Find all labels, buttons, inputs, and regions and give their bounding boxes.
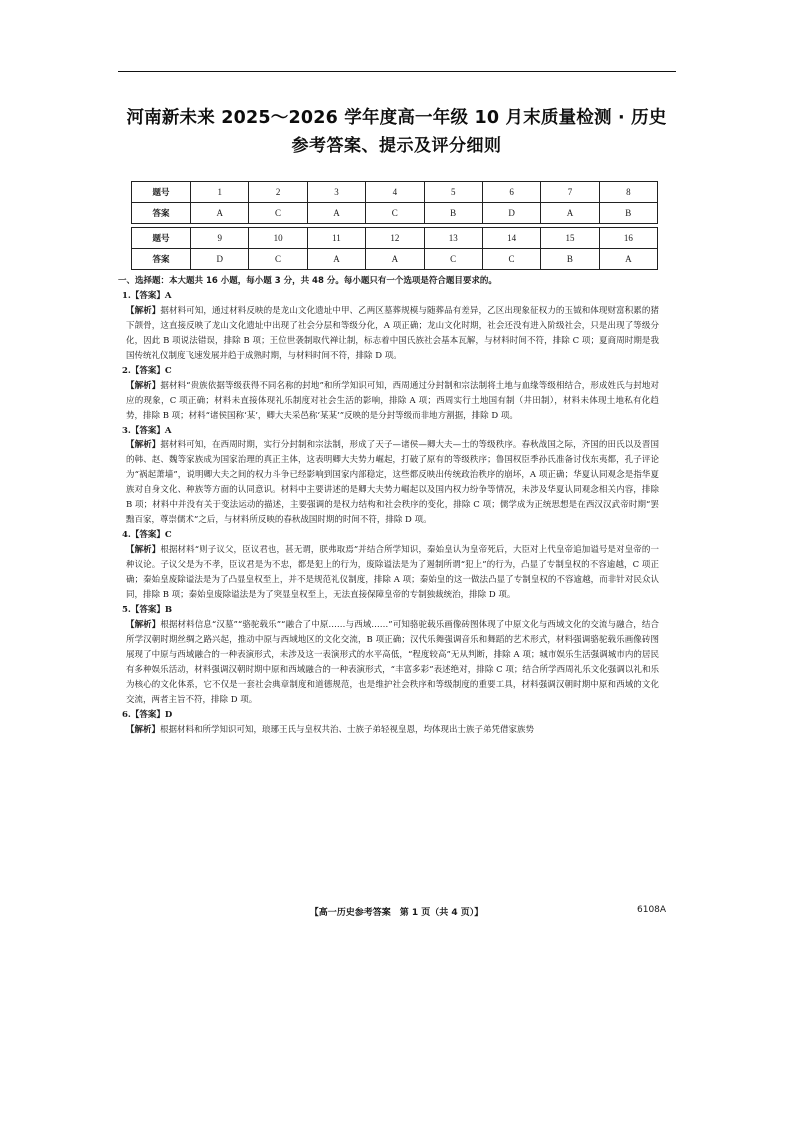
table-row <box>132 182 658 203</box>
question-analysis <box>118 438 659 528</box>
page-title: 河南新未来 2025～2026 学年度高一年级 10 月末质量检测 · 历史 <box>126 108 667 128</box>
table-cell: A <box>599 249 657 270</box>
row-label: 题号 <box>132 182 191 203</box>
answer-explanations <box>118 274 659 738</box>
question-answer <box>122 708 659 723</box>
page-footer: 【高一历史参考答案 第 1 页（共 4 页）】 <box>309 908 484 918</box>
table-cell: A <box>366 249 424 270</box>
analysis-tag: 【解析】 <box>126 440 161 451</box>
table-cell: B <box>424 203 482 224</box>
answer-tag: 【答案】 <box>130 425 165 436</box>
table-cell: 8 <box>599 182 657 203</box>
table-cell: C <box>249 249 307 270</box>
answer-value: D <box>164 709 173 720</box>
table-cell: 3 <box>307 182 365 203</box>
table-cell: 14 <box>482 228 540 249</box>
page-subtitle: 参考答案、提示及评分细则 <box>291 136 502 156</box>
table-cell: 4 <box>366 182 424 203</box>
table-cell: A <box>541 203 599 224</box>
question-number: 2. <box>122 365 131 376</box>
table-cell: 12 <box>366 228 424 249</box>
table-cell: C <box>482 249 540 270</box>
analysis-tag: 【解析】 <box>126 545 161 556</box>
table-cell: 5 <box>424 182 482 203</box>
row-label: 答案 <box>132 249 191 270</box>
table-row <box>132 249 658 270</box>
answer-value: A <box>164 290 172 301</box>
question-number: 6. <box>122 709 131 720</box>
question-answer <box>122 289 659 304</box>
answer-value: C <box>164 530 172 541</box>
answer-value: C <box>164 365 172 376</box>
table-cell: A <box>307 203 365 224</box>
question-analysis <box>118 543 659 603</box>
analysis-text: 根据材料“则子议父，臣议君也，甚无谓，朕弗取焉”并结合所学知识，秦始皇认为皇帝死后，大臣对上代皇帝追加谥号是对皇帝的一种议论。子议父是为不孝，臣议君是为不忠，都是犯上的行为，废除谥法是为了遏制所谓“犯上”的行为，凸显了专制皇权的不容逾越，C 项正确；秦始皇废除谥法是为了凸显皇权至上，并不是规范礼仪制度，排除 A 项；秦始皇的这一做法凸显了专制皇权的不容逾越，而非针对民众认同，排除 B 项；秦始皇废除谥法是为了突显皇权至上，无法直接保障皇帝的专制独裁统治，排除 D 项。 <box>126 545 659 601</box>
answer-tag: 【答案】 <box>130 709 165 720</box>
question-answer <box>122 603 659 618</box>
row-label: 答案 <box>132 203 191 224</box>
question-number: 1. <box>122 290 131 301</box>
analysis-text: 据材料可知，在西周时期，实行分封制和宗法制，形成了天子—诸侯—卿大夫—士的等级秩序。春秋战国之际，齐国的田氏以及晋国的韩、赵、魏等家族成为国家治理的真正主体，这表明卿大夫势力崛起，打破了原有的等级秩序；鲁国权臣季孙氏准备讨伐东夷都，孔子评论为“祸起萧墙”，说明卿大夫之间的权力斗争已经影响到国家内部稳定，这些都反映出传统政治秩序的崩坏，A 项正确；华夏认同观念是指华夏族对自身文化、种族等方面的认同意识。材料中主要讲述的是卿大夫势力崛起以及国内权力纷争等情况，未涉及华夏认同观念相关内容，排除 B 项；材料中并没有关于变法运动的描述，主要强调的是权力结构和社会秩序的变化，排除 C 项；儒学成为正统思想是在西汉汉武帝时期“罢黜百家，尊崇儒术”之后，与材料所反映的春秋战国时期的时间不符，排除 D 项。 <box>126 440 659 526</box>
analysis-text: 根据材料信息“汉墓”“骆驼载乐”“融合了中原……与西域……”可知骆驼载乐画像砖图体现了中原文化与西域文化的交流与融合，结合所学汉朝时期丝绸之路兴起，推动中原与西域地区的文化交流，B 项正确；汉代乐舞强调音乐和舞蹈的艺术形式，材料强调骆驼载乐画像砖图展现了中原与西域融合的一种表演形式，未涉及这一表演形式的水平高低，“程度较高”无从判断，排除 A 项；城市娱乐生活强调城市内的居民有多种娱乐活动，材料强调汉朝时期中原和西域融合的一种表演形式，“丰富多彩”表述绝对，排除 C 项；结合所学西周礼乐文化强调以礼和乐为核心的文化体系，它不仅是一套社会典章制度和道德规范，也是维护社会秩序和等级制度的重要工具，材料强调汉朝时期中原和西域的文化交流，两者主旨不符，排除 D 项。 <box>126 619 659 705</box>
answer-table <box>131 181 658 270</box>
analysis-tag: 【解析】 <box>126 619 161 630</box>
section-heading: 一、选择题：本大题共 16 小题，每小题 3 分，共 48 分。每小题只有一个选项是符合题目要求的。 <box>118 276 497 286</box>
question-analysis <box>118 379 659 424</box>
table-cell: 15 <box>541 228 599 249</box>
table-cell: B <box>541 249 599 270</box>
table-cell: A <box>307 249 365 270</box>
question-number: 5. <box>122 604 131 615</box>
table-cell: C <box>249 203 307 224</box>
question-answer <box>122 364 659 379</box>
analysis-tag: 【解析】 <box>126 380 161 391</box>
answer-tag: 【答案】 <box>130 604 165 615</box>
table-cell: A <box>191 203 249 224</box>
question-analysis <box>118 618 659 708</box>
table-cell: 7 <box>541 182 599 203</box>
answer-tag: 【答案】 <box>130 290 165 301</box>
question-analysis <box>118 304 659 364</box>
table-cell: B <box>599 203 657 224</box>
question-analysis <box>118 723 659 738</box>
table-cell: 16 <box>599 228 657 249</box>
table-cell: 1 <box>191 182 249 203</box>
analysis-text: 根据材料和所学知识可知，琅琊王氏与皇权共治、士族子弟轻视皇恩，均体现出士族子弟凭借家族势 <box>160 724 535 735</box>
table-cell: 6 <box>482 182 540 203</box>
answer-tag: 【答案】 <box>130 365 165 376</box>
table-cell: 2 <box>249 182 307 203</box>
analysis-tag: 【解析】 <box>126 724 161 735</box>
table-cell: 11 <box>307 228 365 249</box>
table-cell: 10 <box>249 228 307 249</box>
question-answer <box>122 424 659 439</box>
table-cell: C <box>366 203 424 224</box>
analysis-tag: 【解析】 <box>126 305 161 316</box>
question-number: 4. <box>122 530 131 541</box>
table-row <box>132 203 658 224</box>
table-cell: 9 <box>191 228 249 249</box>
answer-value: A <box>164 425 172 436</box>
table-cell: C <box>424 249 482 270</box>
table-row <box>132 228 658 249</box>
question-answer <box>122 528 659 543</box>
row-label: 题号 <box>132 228 191 249</box>
analysis-text: 据材料“贵族依据等级获得不同名称的封地”和所学知识可知，西周通过分封制和宗法制将土地与血缘等级相结合，形成姓氏与封地对应的现象，C 项正确；材料未直接体现礼乐制度对社会生活的影响，排除 A 项；西周实行土地国有制（井田制），材料未体现土地私有化趋势，排除 B 项；材料“诸侯国称‘某’，卿大夫采邑称‘某某’”反映的是分封等级而非地方割据，排除 D 项。 <box>126 380 659 421</box>
answer-value: B <box>164 604 173 615</box>
table-cell: D <box>482 203 540 224</box>
paper-code: 6108A <box>637 905 667 915</box>
analysis-text: 据材料可知，通过材料反映的是龙山文化遗址中甲、乙两区墓葬规模与随葬品有差异，乙区出现象征权力的玉钺和体现财富积累的猪下颌骨，这直接反映了龙山文化遗址中出现了社会分层和等级分化，A 项正确；龙山文化时期，社会还没有进入阶级社会，只是出现了等级分化，因此 B 项说法错误，排除 B 项；王位世袭制取代禅让制，标志着中国氏族社会基本瓦解，与材料时间不符，排除 C 项；夏商周时期是我国传统礼仪制度飞速发展并趋于成熟时期，与材料时间不符，排除 D 项。 <box>126 305 659 361</box>
table-cell: 13 <box>424 228 482 249</box>
answer-tag: 【答案】 <box>130 530 165 541</box>
table-cell: D <box>191 249 249 270</box>
question-number: 3. <box>122 425 131 436</box>
top-rule <box>118 71 676 72</box>
